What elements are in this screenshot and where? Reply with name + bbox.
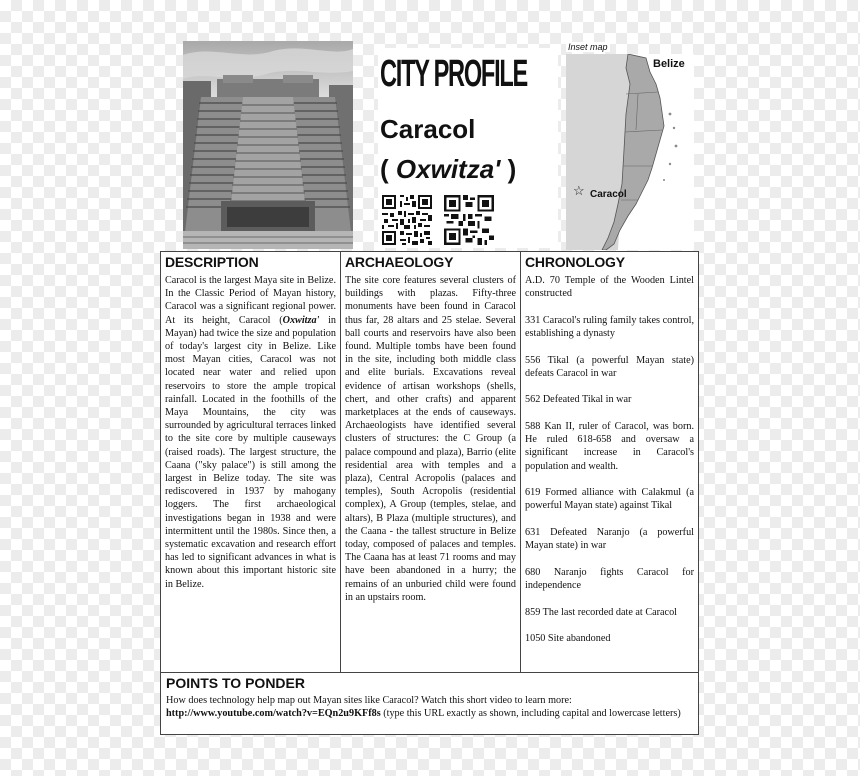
chronology-item: 562 Defeated Tikal in war bbox=[525, 394, 632, 406]
qr-code-icon[interactable] bbox=[382, 195, 432, 245]
description-text-part-2: in Mayan) had twice the size and population of today's largest city in Belize. Like most Mayan cities, Caracol was not located near water and relied upon reservoirs to store the ample tropical rainfall. Located in the foothills of the Maya Mountains, the city was surrounded by agricultural terraces linked to the site core by multiple causeways (raised roads). The largest structure, the Caana ("sky palace") is still among the largest in Belize today. The site was rediscovered in 1937 by mahogany loggers. The first archaeological investigations began in 1938 and were intermittent until the 1980s. Since then, a systematic excavation and research effort has led to significant advances in what is known about this important historic site in Belize. bbox=[165, 314, 336, 590]
ponder-instructions: (type this URL exactly as shown, including capital and lowercase letters) bbox=[380, 708, 681, 719]
city-name: Caracol bbox=[380, 114, 476, 144]
archaeology-heading: ARCHAEOLOGY bbox=[345, 254, 454, 270]
city-alt-name bbox=[380, 154, 516, 185]
description-text-italic: Oxwitza' bbox=[282, 314, 320, 326]
qr-code-icon[interactable] bbox=[444, 195, 494, 245]
chronology-item: 859 The last recorded date at Caracol bbox=[525, 606, 677, 618]
chronology-item: 619 Formed alliance with Calakmul (a powerful Mayan state) against Tikal bbox=[525, 487, 694, 512]
chronology-heading: CHRONOLOGY bbox=[525, 254, 625, 270]
ponder-question: How does technology help map out Mayan sites like Caracol? Watch this short video to learn more: bbox=[166, 695, 572, 706]
archaeology-column bbox=[341, 252, 521, 672]
points-to-ponder bbox=[160, 672, 699, 735]
chronology-item: 680 Naranjo fights Caracol for independence bbox=[525, 566, 694, 591]
chronology-item: 331 Caracol's ruling family takes control, establishing a dynasty bbox=[525, 314, 694, 339]
alt-name-mayan: Oxwitza' bbox=[395, 154, 501, 184]
description-text bbox=[165, 274, 336, 591]
map-city-label: Caracol bbox=[590, 189, 627, 200]
title-block bbox=[378, 48, 558, 248]
inset-map-label: Inset map bbox=[568, 42, 608, 52]
archaeology-text: The site core features several clusters of buildings with plazas. Fifty-three monuments have been found in Caracol thus far, 28 altars and 25 stelae. Several ball courts and reservoirs have also been found. Multiple tombs have been found in the site, including both middle class and elite burials. Excavations reveal evidence of artisan workshops (shells, chert, and other crafts) and apparent marketplaces at the ends of causeways. Archaeologists have identified several clusters of structures: the C Group (a palace compound and plaza), Barrio (elite residential area with temples and a plaza), Central Acropolis (palaces and temples), South Acropolis (residential complex), A Group (temples, stelae, and altars), B Plaza (multiple structures), and the Caana - the tallest structure in Belize today, composed of palaces and temples. The Caana has at least 71 rooms and may have been abandoned in a hurry; the remains of an unburied child were found in an upstairs room. bbox=[345, 275, 516, 603]
map-country-label: Belize bbox=[653, 58, 685, 70]
ponder-text bbox=[166, 694, 693, 720]
chronology-item: 556 Tikal (a powerful Mayan state) defeats Caracol in war bbox=[525, 354, 694, 379]
inset-map bbox=[566, 54, 694, 250]
chronology-item: 631 Defeated Naranjo (a powerful Mayan state) in war bbox=[525, 526, 694, 552]
star-icon: ☆ bbox=[573, 183, 585, 198]
description-heading: DESCRIPTION bbox=[165, 254, 259, 270]
belize-map-graphic bbox=[566, 54, 694, 250]
description-text-part-1: Caracol is the largest Maya site in Belize. In the Classic Period of Mayan history, Caracol was a significant regional power. At its height, Caracol ( bbox=[165, 275, 336, 326]
alt-name-open-paren: ( bbox=[380, 154, 389, 184]
chronology-column bbox=[521, 252, 698, 672]
caracol-pyramid-photo bbox=[183, 41, 353, 249]
chronology-item: A.D. 70 Temple of the Wooden Lintel constructed bbox=[525, 275, 694, 300]
video-url-link[interactable]: http://www.youtube.com/watch?v=EQn2u9KFf8s bbox=[166, 708, 381, 719]
chronology-item: 588 Kan II, ruler of Caracol, was born. He ruled 618-658 and oversaw a significant increase in Caracol's population and wealth. bbox=[525, 420, 694, 472]
content-grid bbox=[160, 251, 699, 673]
page-title: CITY PROFILE bbox=[380, 53, 528, 95]
ponder-heading: POINTS TO PONDER bbox=[166, 675, 305, 691]
description-column bbox=[161, 252, 341, 672]
alt-name-close-paren: ) bbox=[500, 154, 517, 184]
chronology-item: 1050 Site abandoned bbox=[525, 633, 611, 645]
